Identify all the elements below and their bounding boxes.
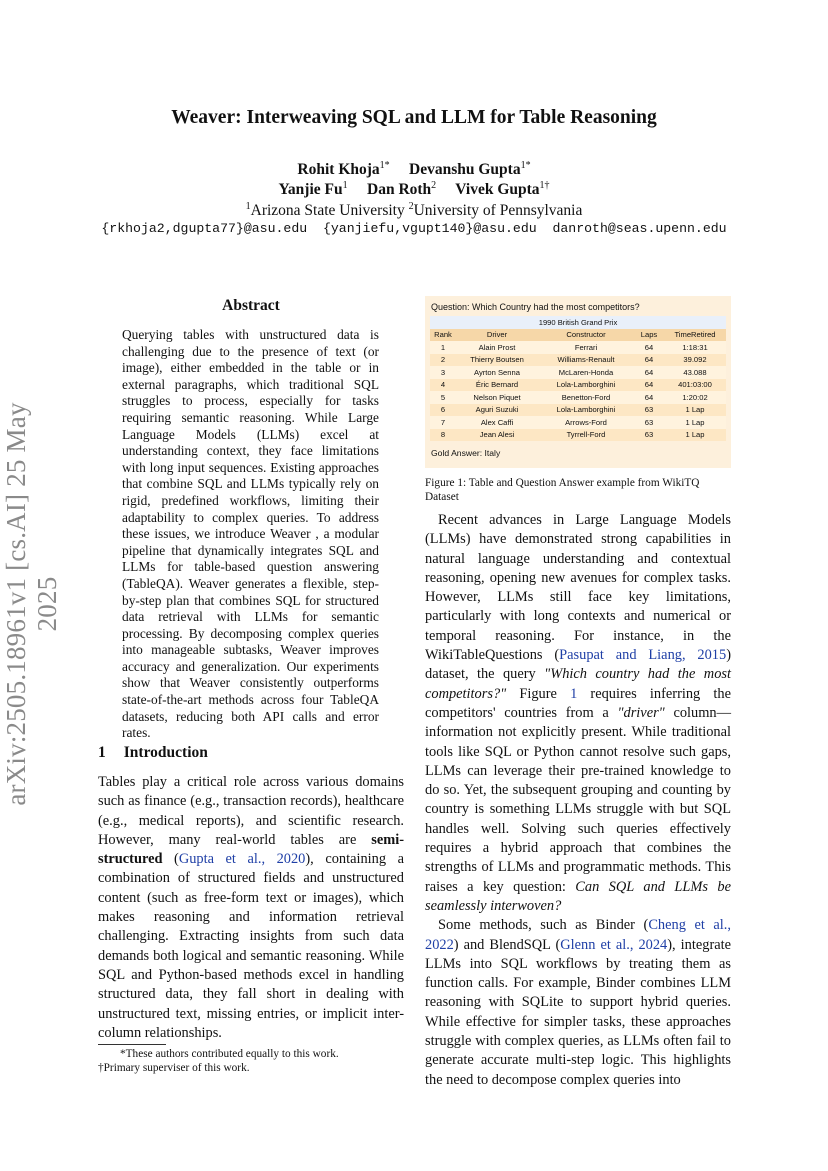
table-cell: 64 — [634, 354, 664, 367]
table-cell: 4 — [430, 379, 456, 392]
text-run: Figure — [506, 685, 571, 702]
right-column-body — [425, 511, 731, 1090]
abstract-text: Querying tables with unstructured data is challenging due to the presence of text (or image), either embedded in the table or in external paragraphs, which traditional SQL struggles to process, especially for tasks requiring semantic reasoning. While Large Language Models (LLMs) excel at understanding context, they face limitations with long input sequences. Existing approaches that combine SQL and LLMs typically rely on rigid, predefined workflows, limiting their adaptability to complex queries. To address these issues, we introduce Weaver , a modular pipeline that dynamically integrates SQL and LLMs for table-based question answering (TableQA). Weaver generates a flexible, step-by-step plan that combines SQL for structured data retrieval with LLMs for semantic processing. By decomposing complex queries into manageable subtasks, Weaver improves accuracy and generalization. Our experiments show that Weaver consistently outperforms state-of-the-art methods across four TableQA datasets, reducing both API calls and error rates. — [122, 327, 379, 741]
footnote-rule — [98, 1044, 166, 1045]
figure-ref-link[interactable]: 1 — [570, 685, 578, 702]
table-cell: Nelson Piquet — [456, 391, 538, 404]
table-row — [430, 416, 726, 429]
table-cell: Williams-Renault — [538, 354, 634, 367]
table-cell: Tyrrell-Ford — [538, 429, 634, 442]
paper-title: Weaver: Interweaving SQL and LLM for Table Reasoning — [171, 107, 657, 128]
text-run: ) and BlendSQL ( — [453, 936, 561, 953]
author-emails: {rkhoja2,dgupta77}@asu.edu {yanjiefu,vgupt140}@asu.edu danroth@seas.upenn.edu — [101, 221, 727, 236]
table-cell: 43.088 — [664, 366, 726, 379]
table-cell: 5 — [430, 391, 456, 404]
header-cell: TimeRetired — [664, 329, 726, 342]
arxiv-stamp: arXiv:2505.18961v1 [cs.AI] 25 May 2025 — [1, 402, 62, 806]
table-cell: McLaren-Honda — [538, 366, 634, 379]
table-row — [430, 341, 726, 354]
affiliations — [0, 201, 828, 220]
citation-link[interactable]: Gupta et al., 2020 — [178, 851, 306, 868]
table-cell: Thierry Boutsen — [456, 354, 538, 367]
paragraph — [425, 916, 731, 1090]
text-run: ), containing a combination of structured fields and unstructured content (such as free-form text or images), which makes reasoning and information retrieval challenging. Extracting insights from such data demands both logical and semantic reasoning. While SQL and Python-based methods excel in handling structured data, they fall short in dealing with unstructured text, missing entries, or implicit inter-column relationships. — [98, 851, 405, 1041]
affiliation: University of Pennsylvania — [413, 202, 583, 220]
abstract-heading: Abstract — [222, 297, 280, 314]
table-cell: Aguri Suzuki — [456, 404, 538, 417]
paragraph — [425, 511, 731, 916]
table-cell: 63 — [634, 416, 664, 429]
table-cell: Alex Caffi — [456, 416, 538, 429]
text-run: Some methods, such as Binder ( — [438, 917, 649, 934]
text-run: requires inferring the competitors' countries from a — [425, 685, 731, 721]
table-cell: Benetton-Ford — [538, 391, 634, 404]
table-cell: Jean Alesi — [456, 429, 538, 442]
table-row — [430, 354, 726, 367]
table-row — [430, 366, 726, 379]
text-run: Tables play a critical role across various domains such as finance (e.g., transaction records), healthcare (e.g., medical reports), and scientific research. However, many real-world tables are — [98, 774, 404, 848]
table-cell: Éric Bernard — [456, 379, 538, 392]
section-title: Introduction — [123, 744, 208, 761]
affiliation-marker: 1 — [245, 201, 251, 212]
table-cell: 1:20:02 — [664, 391, 726, 404]
table-cell: Alain Prost — [456, 341, 538, 354]
header-cell: Constructor — [538, 329, 634, 342]
bold-term: semi-structured — [98, 831, 404, 868]
section-heading — [98, 744, 208, 762]
footnote-supervisor: †Primary superviser of this work. — [98, 1062, 250, 1074]
table-cell: 64 — [634, 391, 664, 404]
table-cell: 1 Lap — [664, 429, 726, 442]
author-name: Dan Roth — [367, 181, 432, 199]
intro-paragraph: Tables play a critical role across various domains such as finance (e.g., transaction records), healthcare (e.g., medical reports), and scientific research. However, many real-world tables are semi-structured (Gupta et al., 2020), containing a combination of structured fields and unstructured content (such as free-form text or images), which makes reasoning and information retrieval challenging. Extracting insights from such data demands both logical and semantic reasoning. While SQL and Python-based methods excel in handling structured data, they fall short in dealing with unstructured text, missing entries, or implicit inter-column relationships. — [98, 774, 405, 1041]
table-cell: 1 — [430, 341, 456, 354]
text-run: column—information not explicitly present. While traditional tools like SQL or Python cannot resolve such gaps, LLMs can leverage their pre-trained knowledge to do so. Yet, the subsequent grouping and counting by country is something LLMs struggle with but SQL handles well. Solving such queries effectively requires a hybrid approach that combines the strengths of LLMs and programmatic methods. This raises a key question: — [425, 704, 731, 895]
table-cell: 63 — [634, 429, 664, 442]
table-cell: 401:03:00 — [664, 379, 726, 392]
table-cell: 64 — [634, 341, 664, 354]
gold-answer: Gold Answer: Italy — [431, 448, 501, 458]
footnote-equal-contribution: *These authors contributed equally to this work. — [120, 1048, 339, 1060]
author-name: Yanjie Fu — [278, 181, 343, 199]
figure-caption: Figure 1: Table and Question Answer example from WikiTQ Dataset — [425, 477, 700, 503]
author-line-2 — [0, 180, 828, 199]
table-cell: Lola-Lamborghini — [538, 379, 634, 392]
text-run: ), integrate LLMs into SQL workflows by treating them as function calls. For example, Binder combines LLM reasoning with SQLite to support hybrid queries. While effective for simpler tasks, these approaches struggle with complex queries, as LLMs often fail to generate accurate multi-step logic. This highlights the need to decompose complex queries into — [425, 936, 732, 1088]
text-run: Recent advances in Large Language Models (LLMs) have demonstrated strong capabilities in natural language understanding and contextual reasoning, opening new avenues for complex tasks. However, LLMs still face key limitations, particularly with long contexts and numerical or temporal reasoning. For instance, in the WikiTableQuestions ( — [425, 512, 731, 664]
author-name: Rohit Khoja — [297, 161, 380, 179]
header-cell: Rank — [430, 329, 456, 342]
author-marker: 1* — [520, 160, 531, 171]
figure-1 — [425, 296, 731, 468]
table-cell: 1 Lap — [664, 416, 726, 429]
footnotes — [98, 1047, 404, 1075]
author-marker: 1† — [539, 180, 550, 191]
table-cell: 63 — [634, 404, 664, 417]
citation-link[interactable]: Pasupat and Liang, 2015 — [559, 647, 727, 664]
italic-query: "Which country had the most competitors?" — [425, 666, 731, 702]
figure-table — [430, 316, 726, 441]
italic-question: Can SQL and LLMs be seamlessly interwoven? — [425, 878, 731, 914]
table-cell: 3 — [430, 366, 456, 379]
citation-link[interactable]: Glenn et al., 2024 — [560, 936, 668, 953]
table-cell: 39.092 — [664, 354, 726, 367]
affiliation-marker: 2 — [408, 201, 414, 212]
table-row — [430, 391, 726, 404]
table-cell: 7 — [430, 416, 456, 429]
italic-term: "driver" — [617, 704, 665, 721]
figure-question: Question: Which Country had the most competitors? — [431, 302, 640, 312]
affiliation: Arizona State University — [250, 202, 409, 220]
table-cell: 64 — [634, 366, 664, 379]
table-cell: 1 Lap — [664, 404, 726, 417]
header-cell: Laps — [634, 329, 664, 342]
section-number: 1 — [98, 744, 106, 761]
table-cell: Ferrari — [538, 341, 634, 354]
table-cell: 6 — [430, 404, 456, 417]
table-cell: Arrows-Ford — [538, 416, 634, 429]
table-cell: 1:18:31 — [664, 341, 726, 354]
table-header-row — [430, 329, 726, 342]
table-cell: Lola-Lamborghini — [538, 404, 634, 417]
table-cell: 8 — [430, 429, 456, 442]
author-marker: 2 — [431, 180, 437, 191]
table-caption: 1990 British Grand Prix — [430, 316, 726, 329]
author-name: Devanshu Gupta — [409, 161, 521, 179]
text-run: ) dataset, the query — [425, 647, 731, 683]
table-cell: 2 — [430, 354, 456, 367]
table-row — [430, 429, 726, 442]
table-row — [430, 404, 726, 417]
table-cell: 64 — [634, 379, 664, 392]
citation-link[interactable]: Cheng et al., 2022 — [425, 917, 731, 953]
author-name: Vivek Gupta — [455, 181, 540, 199]
table-cell: Ayrton Senna — [456, 366, 538, 379]
author-marker: 1 — [342, 180, 348, 191]
table-row — [430, 379, 726, 392]
author-marker: 1* — [379, 160, 390, 171]
author-line-1 — [0, 160, 828, 179]
header-cell: Driver — [456, 329, 538, 342]
